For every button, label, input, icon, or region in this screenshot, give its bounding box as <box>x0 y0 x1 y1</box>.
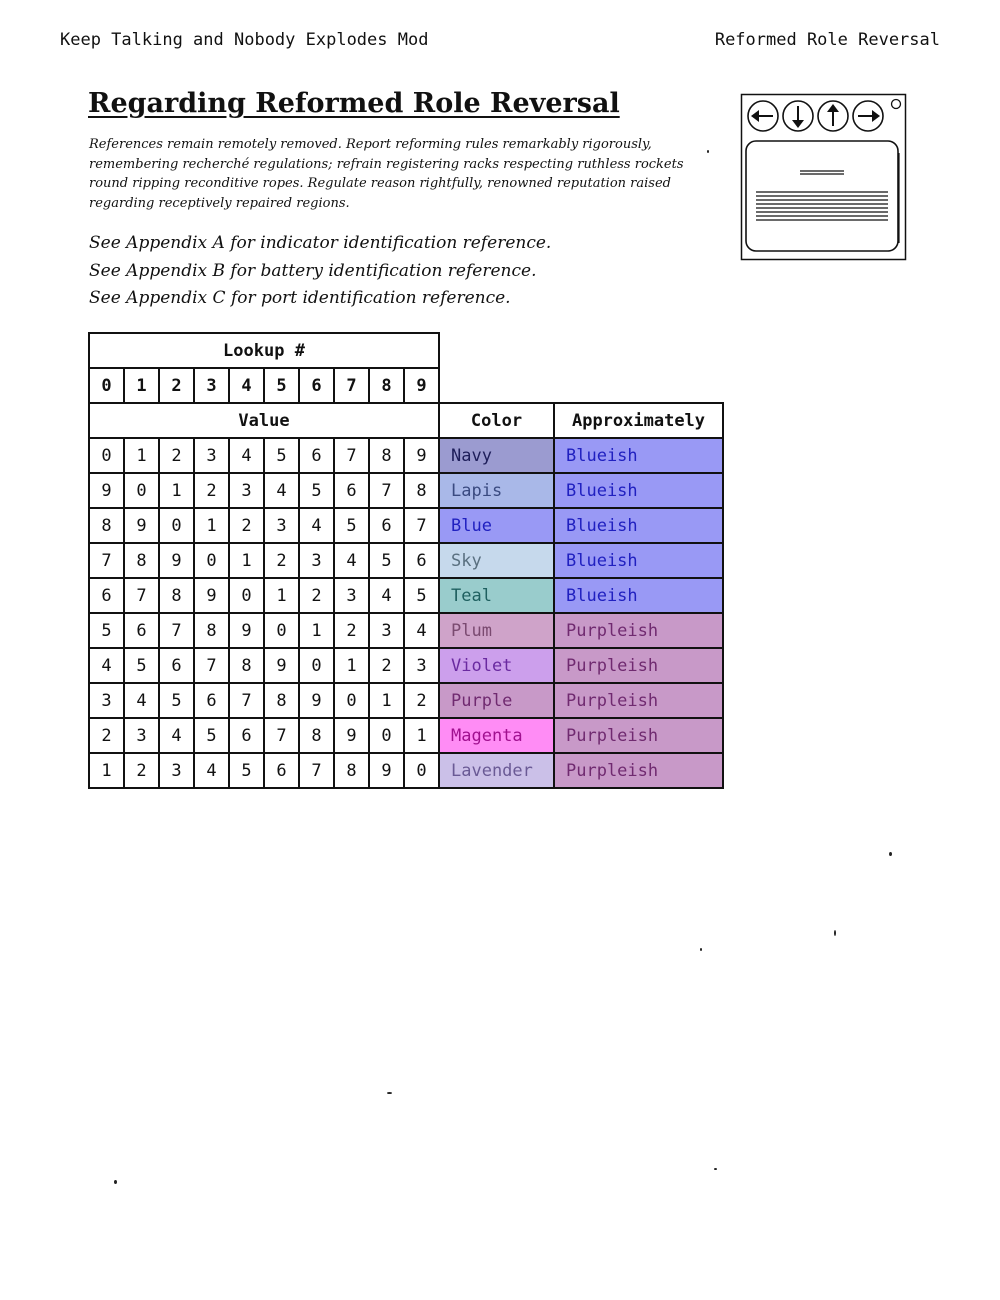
value-cell: 0 <box>229 578 264 613</box>
appendix-c-line: See Appendix C for port identification reference. <box>89 288 511 308</box>
lookup-number-cell: 1 <box>124 368 159 403</box>
value-cell: 9 <box>404 438 439 473</box>
paper-speck <box>834 930 836 936</box>
table-row <box>89 718 723 753</box>
value-cell: 9 <box>334 718 369 753</box>
approximately-header: Approximately <box>554 403 723 438</box>
paper-speck <box>114 1180 117 1184</box>
value-cell: 7 <box>124 578 159 613</box>
value-cell: 4 <box>264 473 299 508</box>
value-cell: 8 <box>369 438 404 473</box>
value-cell: 2 <box>369 648 404 683</box>
table-row <box>89 578 723 613</box>
approximately-cell: Purpleish <box>554 718 723 753</box>
flavor-text: References remain remotely removed. Report reforming rules remarkably rigorously, remembering recherché regulations; refrain registering racks respecting ruthless rockets round ripping reconditive ropes. Regulate reason rightfully, renowned reputation raised regarding receptively repaired regions. <box>89 137 684 211</box>
page-title: Regarding Reformed Role Reversal <box>88 88 620 119</box>
right-arrow-icon <box>853 101 883 131</box>
color-cell: Teal <box>439 578 554 613</box>
value-cell: 2 <box>334 613 369 648</box>
value-cell: 8 <box>404 473 439 508</box>
value-header-row <box>89 403 723 438</box>
value-cell: 3 <box>369 613 404 648</box>
lookup-number-cell: 9 <box>404 368 439 403</box>
value-cell: 4 <box>159 718 194 753</box>
value-cell: 7 <box>404 508 439 543</box>
value-cell: 9 <box>89 473 124 508</box>
down-arrow-icon <box>783 101 813 131</box>
appendix-a-line: See Appendix A for indicator identification reference. <box>89 233 552 253</box>
value-cell: 9 <box>264 648 299 683</box>
value-cell: 4 <box>334 543 369 578</box>
value-cell: 0 <box>89 438 124 473</box>
value-cell: 3 <box>404 648 439 683</box>
lookup-numbers-row <box>89 368 723 403</box>
value-cell: 7 <box>299 753 334 788</box>
lookup-number-cell: 0 <box>89 368 124 403</box>
status-light-icon <box>892 100 901 109</box>
lookup-number-cell: 8 <box>369 368 404 403</box>
value-cell: 4 <box>124 683 159 718</box>
value-cell: 5 <box>159 683 194 718</box>
value-cell: 3 <box>159 753 194 788</box>
value-cell: 0 <box>334 683 369 718</box>
value-cell: 1 <box>334 648 369 683</box>
lookup-number-cell: 7 <box>334 368 369 403</box>
value-cell: 3 <box>264 508 299 543</box>
value-cell: 6 <box>124 613 159 648</box>
value-cell: 7 <box>159 613 194 648</box>
appendix-references <box>89 230 551 313</box>
value-cell: 1 <box>194 508 229 543</box>
paper-speck <box>889 852 892 856</box>
color-cell: Navy <box>439 438 554 473</box>
lookup-number-cell: 5 <box>264 368 299 403</box>
table-row <box>89 683 723 718</box>
value-cell: 1 <box>369 683 404 718</box>
value-cell: 5 <box>299 473 334 508</box>
value-cell: 7 <box>229 683 264 718</box>
approximately-cell: Blueish <box>554 508 723 543</box>
value-cell: 6 <box>334 473 369 508</box>
paper-speck <box>700 948 702 951</box>
lookup-header-row <box>89 333 723 368</box>
color-cell: Violet <box>439 648 554 683</box>
value-cell: 9 <box>159 543 194 578</box>
value-cell: 4 <box>89 648 124 683</box>
color-cell: Plum <box>439 613 554 648</box>
approximately-cell: Blueish <box>554 438 723 473</box>
value-cell: 1 <box>404 718 439 753</box>
value-cell: 0 <box>369 718 404 753</box>
value-cell: 2 <box>89 718 124 753</box>
value-cell: 1 <box>124 438 159 473</box>
value-cell: 0 <box>264 613 299 648</box>
appendix-b-line: See Appendix B for battery identification reference. <box>89 260 537 281</box>
value-cell: 8 <box>299 718 334 753</box>
value-cell: 0 <box>159 508 194 543</box>
value-cell: 1 <box>159 473 194 508</box>
value-cell: 7 <box>264 718 299 753</box>
value-cell: 1 <box>299 613 334 648</box>
table-row <box>89 753 723 788</box>
table-row <box>89 508 723 543</box>
lookup-number-cell: 3 <box>194 368 229 403</box>
header-module-name: Reformed Role Reversal <box>714 30 940 50</box>
value-cell: 4 <box>369 578 404 613</box>
color-cell: Lapis <box>439 473 554 508</box>
value-cell: 9 <box>194 578 229 613</box>
value-cell: 1 <box>229 543 264 578</box>
lookup-number-cell: 2 <box>159 368 194 403</box>
value-cell: 3 <box>334 578 369 613</box>
table-row <box>89 543 723 578</box>
value-cell: 5 <box>194 718 229 753</box>
value-header: Value <box>89 403 439 438</box>
header-mod-name: Keep Talking and Nobody Explodes Mod <box>60 30 429 50</box>
value-cell: 9 <box>229 613 264 648</box>
value-cell: 2 <box>404 683 439 718</box>
value-cell: 3 <box>299 543 334 578</box>
value-cell: 8 <box>89 508 124 543</box>
value-cell: 5 <box>89 613 124 648</box>
approximately-cell: Blueish <box>554 543 723 578</box>
paper-speck <box>387 1092 392 1094</box>
value-cell: 8 <box>334 753 369 788</box>
value-cell: 2 <box>229 508 264 543</box>
value-cell: 9 <box>369 753 404 788</box>
lookup-table <box>88 332 724 789</box>
value-cell: 9 <box>299 683 334 718</box>
value-cell: 5 <box>369 543 404 578</box>
value-cell: 5 <box>334 508 369 543</box>
paper-speck <box>707 150 709 153</box>
lookup-number-cell: 4 <box>229 368 264 403</box>
value-cell: 6 <box>369 508 404 543</box>
value-cell: 0 <box>124 473 159 508</box>
value-cell: 6 <box>159 648 194 683</box>
approximately-cell: Purpleish <box>554 683 723 718</box>
module-illustration <box>740 93 910 265</box>
value-cell: 2 <box>159 438 194 473</box>
value-cell: 6 <box>264 753 299 788</box>
color-cell: Purple <box>439 683 554 718</box>
table-row <box>89 613 723 648</box>
up-arrow-icon <box>818 101 848 131</box>
value-cell: 4 <box>404 613 439 648</box>
value-cell: 6 <box>89 578 124 613</box>
value-cell: 6 <box>404 543 439 578</box>
paper-speck <box>714 1168 717 1170</box>
color-cell: Sky <box>439 543 554 578</box>
lookup-header: Lookup # <box>89 333 439 368</box>
value-cell: 8 <box>264 683 299 718</box>
value-cell: 6 <box>299 438 334 473</box>
table-row <box>89 648 723 683</box>
value-cell: 3 <box>124 718 159 753</box>
value-cell: 5 <box>124 648 159 683</box>
value-cell: 8 <box>159 578 194 613</box>
value-cell: 4 <box>194 753 229 788</box>
value-cell: 0 <box>194 543 229 578</box>
value-cell: 1 <box>264 578 299 613</box>
approximately-cell: Purpleish <box>554 753 723 788</box>
color-cell: Blue <box>439 508 554 543</box>
approximately-cell: Blueish <box>554 473 723 508</box>
left-arrow-icon <box>748 101 778 131</box>
approximately-cell: Blueish <box>554 578 723 613</box>
value-cell: 3 <box>194 438 229 473</box>
color-header: Color <box>439 403 554 438</box>
value-cell: 5 <box>264 438 299 473</box>
approximately-cell: Purpleish <box>554 613 723 648</box>
approximately-cell: Purpleish <box>554 648 723 683</box>
value-cell: 7 <box>89 543 124 578</box>
value-cell: 2 <box>299 578 334 613</box>
value-cell: 4 <box>229 438 264 473</box>
color-cell: Magenta <box>439 718 554 753</box>
value-cell: 2 <box>264 543 299 578</box>
value-cell: 1 <box>89 753 124 788</box>
value-cell: 2 <box>124 753 159 788</box>
value-cell: 8 <box>229 648 264 683</box>
value-cell: 3 <box>229 473 264 508</box>
value-cell: 8 <box>124 543 159 578</box>
value-cell: 0 <box>299 648 334 683</box>
value-cell: 6 <box>194 683 229 718</box>
value-cell: 7 <box>369 473 404 508</box>
value-cell: 0 <box>404 753 439 788</box>
value-cell: 5 <box>229 753 264 788</box>
table-row <box>89 438 723 473</box>
value-cell: 3 <box>89 683 124 718</box>
lookup-number-cell: 6 <box>299 368 334 403</box>
table-row <box>89 473 723 508</box>
value-cell: 4 <box>299 508 334 543</box>
value-cell: 5 <box>404 578 439 613</box>
value-cell: 6 <box>229 718 264 753</box>
value-cell: 8 <box>194 613 229 648</box>
value-cell: 9 <box>124 508 159 543</box>
color-cell: Lavender <box>439 753 554 788</box>
value-cell: 7 <box>334 438 369 473</box>
value-cell: 7 <box>194 648 229 683</box>
value-cell: 2 <box>194 473 229 508</box>
